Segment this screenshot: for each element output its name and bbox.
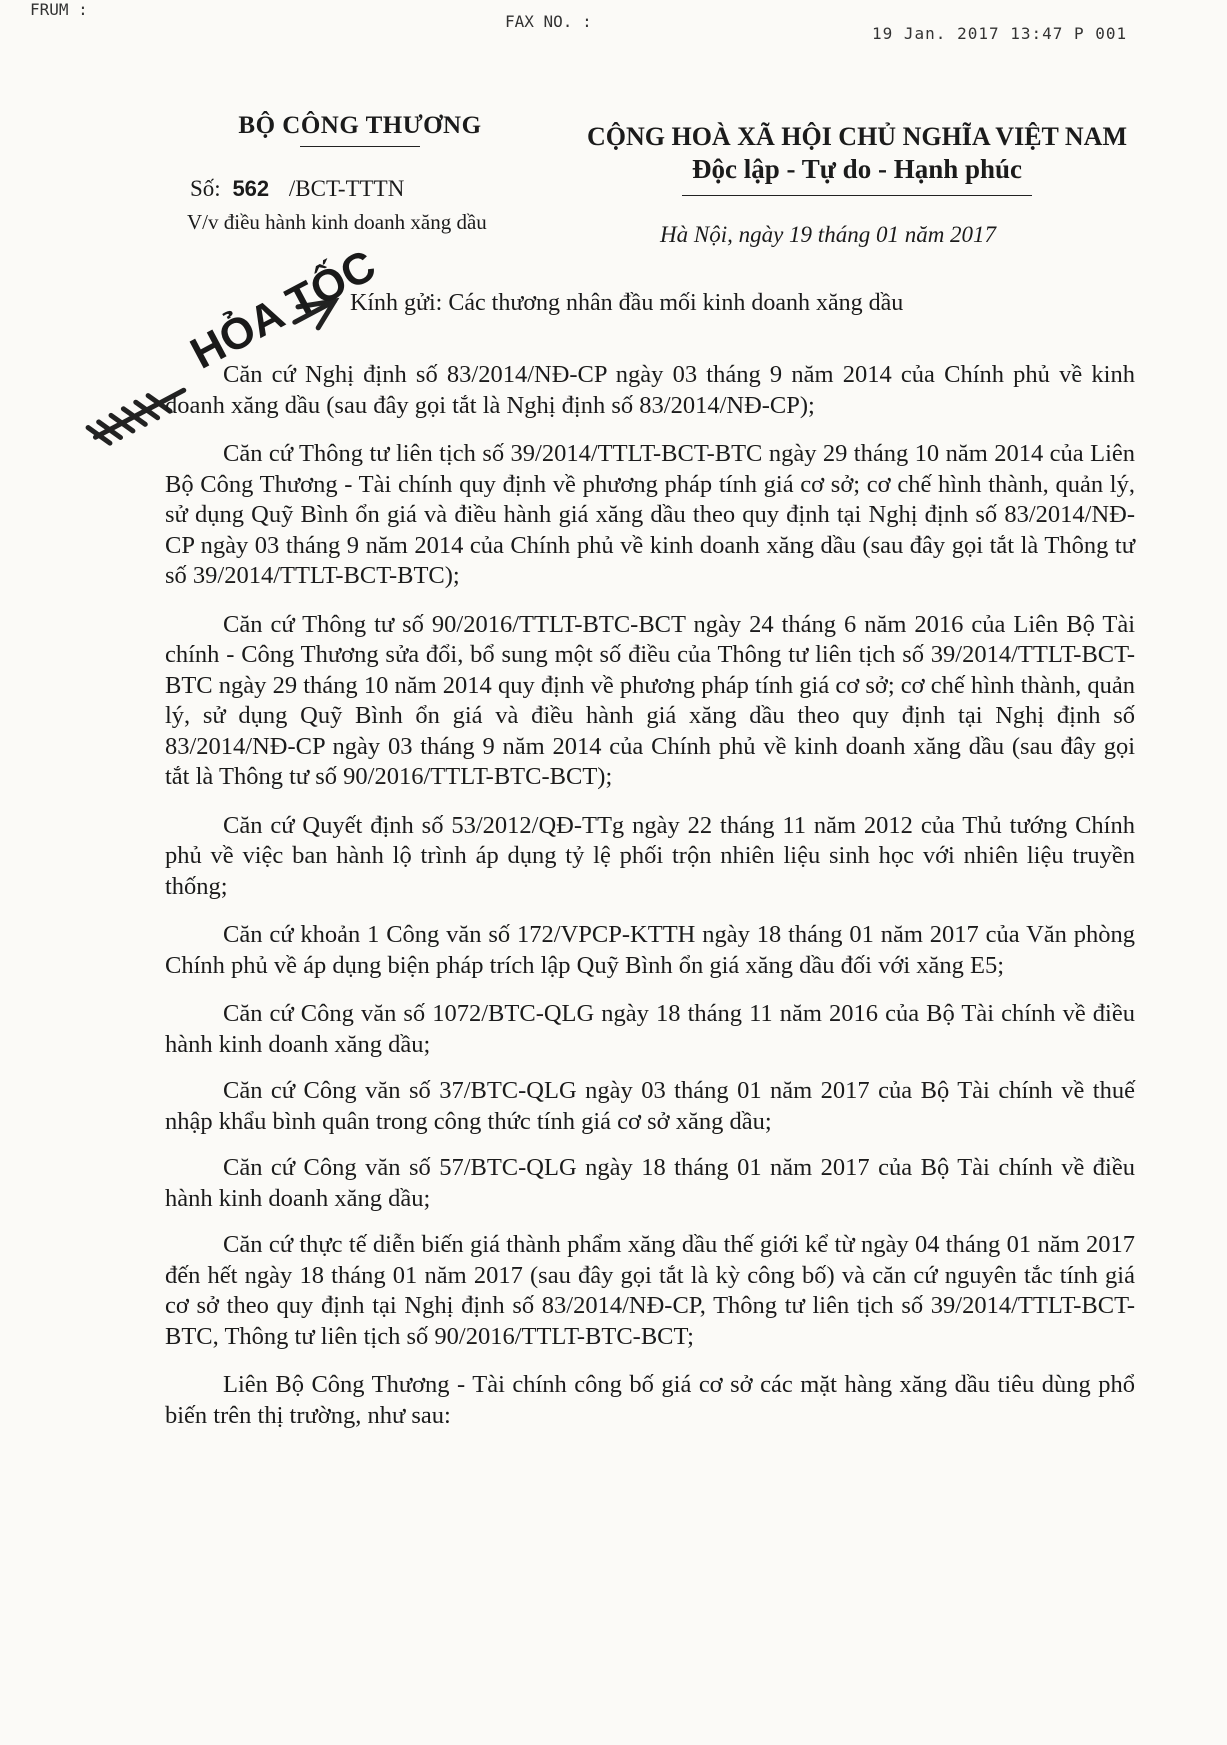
fax-timestamp: 19 Jan. 2017 13:47 P 001 — [872, 24, 1128, 43]
paragraph-1: Căn cứ Nghị định số 83/2014/NĐ-CP ngày 03 tháng 9 năm 2014 của Chính phủ về kinh doanh xăng dầu (sau đây gọi tắt là Nghị định số 83/2014/NĐ-CP); — [165, 361, 1135, 419]
paragraph-7: Căn cứ Công văn số 37/BTC-QLG ngày 03 tháng 01 năm 2017 của Bộ Tài chính về thuế nhập khẩu bình quân trong công thức tính giá cơ sở xăng dầu; — [165, 1077, 1135, 1135]
document-body — [165, 360, 1135, 1449]
paragraph-3: Căn cứ Thông tư số 90/2016/TTLT-BTC-BCT ngày 24 tháng 6 năm 2016 của Liên Bộ Tài chính - Công Thương sửa đổi, bổ sung một số điều của Thông tư liên tịch số 39/2014/TTLT-BCT-BTC ngày 29 tháng 10 năm 2014 quy định về phương pháp tính giá cơ sở; cơ chế hình thành, quản lý, sử dụng Quỹ Bình ổn giá và điều hành giá xăng dầu theo quy định tại Nghị định số 83/2014/NĐ-CP ngày 03 tháng 9 năm 2014 của Chính phủ về kinh doanh xăng dầu (sau đây gọi tắt là Thông tư số 90/2016/TTLT-BTC-BCT); — [165, 610, 1135, 790]
paragraph-10: Liên Bộ Công Thương - Tài chính công bố giá cơ sở các mặt hàng xăng dầu tiêu dùng phổ biến trên thị trường, như sau: — [165, 1371, 1135, 1429]
paragraph-5: Căn cứ khoản 1 Công văn số 172/VPCP-KTTH ngày 18 tháng 01 năm 2017 của Văn phòng Chính phủ về áp dụng biện pháp trích lập Quỹ Bình ổn giá xăng dầu đối với xăng E5; — [165, 921, 1135, 979]
paragraph-9: Căn cứ thực tế diễn biến giá thành phẩm xăng dầu thế giới kể từ ngày 04 tháng 01 năm 2017 đến hết ngày 18 tháng 01 năm 2017 (sau đây gọi tắt là kỳ công bố) và căn cứ nguyên tắc tính giá cơ sở theo quy định tại Nghị định số 83/2014/NĐ-CP, Thông tư liên tịch số 39/2014/TTLT-BCT-BTC, Thông tư liên tịch số 90/2016/TTLT-BTC-BCT; — [165, 1231, 1135, 1350]
paragraph-6: Căn cứ Công văn số 1072/BTC-QLG ngày 18 tháng 11 năm 2016 của Bộ Tài chính về điều hành kinh doanh xăng dầu; — [165, 1000, 1135, 1058]
fax-header — [0, 0, 1227, 50]
number-label: Số: — [190, 176, 221, 201]
urgent-stamp-text: HỎA TỐC — [182, 240, 384, 379]
national-header — [562, 122, 1152, 196]
number-suffix: /BCT-TTTN — [288, 176, 405, 201]
number-value: 562 — [232, 176, 270, 201]
document-subject: V/v điều hành kinh doanh xăng dầu — [187, 210, 487, 234]
fax-number: FAX NO. : — [505, 12, 592, 31]
document-number — [190, 176, 404, 202]
paragraph-8: Căn cứ Công văn số 57/BTC-QLG ngày 18 tháng 01 năm 2017 của Bộ Tài chính về điều hành kinh doanh xăng dầu; — [165, 1154, 1135, 1212]
agency-underline — [300, 146, 420, 147]
agency-name: BỘ CÔNG THƯƠNG — [238, 112, 482, 139]
paragraph-2: Căn cứ Thông tư liên tịch số 39/2014/TTLT-BCT-BTC ngày 29 tháng 10 năm 2014 của Liên Bộ Công Thương - Tài chính quy định về phương pháp tính giá cơ sở; cơ chế hình thành, quản lý, sử dụng Quỹ Bình ổn giá và điều hành giá xăng dầu theo quy định tại Nghị định số 83/2014/NĐ-CP ngày 03 tháng 9 năm 2014 của Chính phủ về kinh doanh xăng dầu (sau đây gọi tắt là Thông tư số 39/2014/TTLT-BCT-BTC); — [165, 440, 1135, 589]
issuer-header — [170, 112, 550, 147]
recipient-line: Kính gửi: Các thương nhân đầu mối kinh doanh xăng dầu — [350, 290, 904, 316]
national-motto: Độc lập - Tự do - Hạnh phúc — [691, 154, 1023, 184]
fax-from: FRUM : — [30, 0, 88, 19]
document-date: Hà Nội, ngày 19 tháng 01 năm 2017 — [660, 222, 997, 247]
motto-underline — [682, 195, 1032, 196]
country-name: CỘNG HOÀ XÃ HỘI CHỦ NGHĨA VIỆT NAM — [586, 122, 1128, 151]
paragraph-4: Căn cứ Quyết định số 53/2012/QĐ-TTg ngày 22 tháng 11 năm 2012 của Thủ tướng Chính phủ về việc ban hành lộ trình áp dụng tỷ lệ phối trộn nhiên liệu sinh học với nhiên liệu truyền thống; — [165, 811, 1135, 900]
